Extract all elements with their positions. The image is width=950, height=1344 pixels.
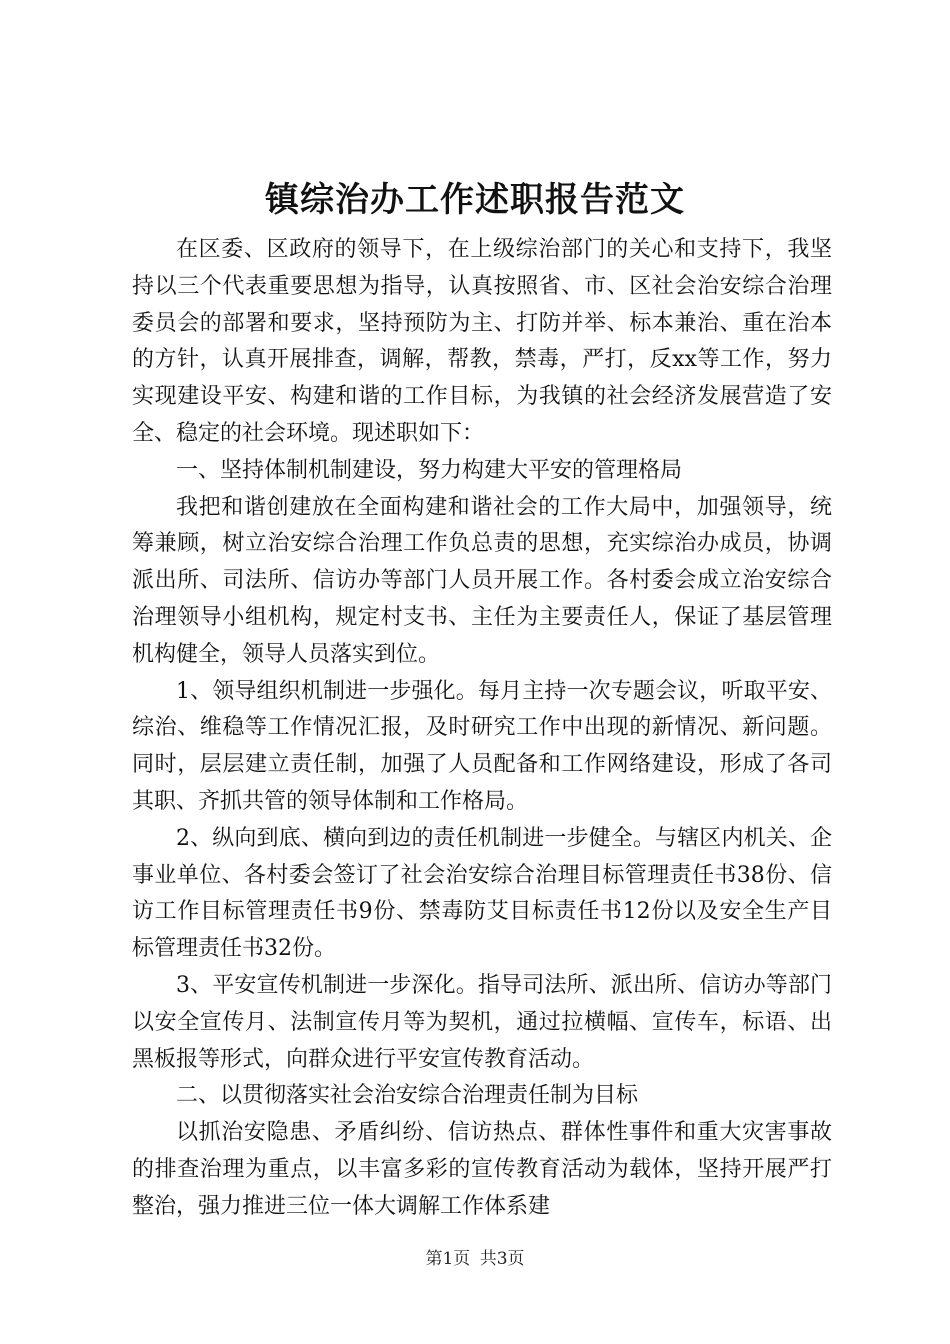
- paragraph-section-1: 我把和谐创建放在全面构建和谐社会的工作大局中，加强领导，统筹兼顾，树立治安综合治理工作负总责的思想，充实综治办成员，协调派出所、司法所、信访办等部门人员开展工作。各村委会成立治安综合治理领导小组机构，规定村支书、主任为主要责任人，保证了基层管理机构健全，领导人员落实到位。: [132, 494, 832, 667]
- section-heading-2: 二、以贯彻落实社会治安综合治理责任制为目标: [176, 1083, 639, 1109]
- page-number: 第1页: [425, 1249, 471, 1269]
- paragraph-section-2: 以抓治安隐患、矛盾纠纷、信访热点、群体性事件和重大灾害事故的排查治理为重点，以丰富多彩的宣传教育活动为载体，坚持开展严打整治，强力推进三位一体大调解工作体系建: [132, 1120, 832, 1219]
- page-total: 共3页: [479, 1249, 525, 1269]
- document-title: 镇综治办工作述职报告范文: [265, 180, 685, 220]
- paragraph-item-3: 3、平安宣传机制进一步深化。指导司法所、派出所、信访办等部门以安全宣传月、法制宣传月等为契机，通过拉横幅、宣传车，标语、出黑板报等形式，向群众进行平安宣传教育活动。: [132, 972, 832, 1072]
- paragraph-item-2: 2、纵向到底、横向到边的责任机制进一步健全。与辖区内机关、企事业单位、各村委会签订了社会治安综合治理目标管理责任书38份、信访工作目标管理责任书9份、禁毒防艾目标责任书12份以及安全生产目标管理责任书32份。: [132, 825, 832, 962]
- page-footer: [0, 1244, 950, 1269]
- paragraph-item-1: 1、领导组织机制进一步强化。每月主持一次专题会议，听取平安、综治、维稳等工作情况汇报，及时研究工作中出现的新情况、新问题。同时，层层建立责任制，加强了人员配备和工作网络建设，形成了各司其职、齐抓共管的领导体制和工作格局。: [132, 678, 832, 814]
- section-heading-1: 一、坚持体制机制建设，努力构建大平安的管理格局: [176, 457, 683, 483]
- paragraph-intro: 在区委、区政府的领导下，在上级综治部门的关心和支持下，我坚持以三个代表重要思想为指导，认真按照省、市、区社会治安综合治理委员会的部署和要求，坚持预防为主、打防并举、标本兼治、重在治本的方针，认真开展排查，调解，帮教，禁毒，严打，反xx等工作，努力实现建设平安、构建和谐的工作目标，为我镇的社会经济发展营造了安全、稳定的社会环境。现述职如下：: [132, 237, 832, 446]
- document-body: [132, 232, 832, 1226]
